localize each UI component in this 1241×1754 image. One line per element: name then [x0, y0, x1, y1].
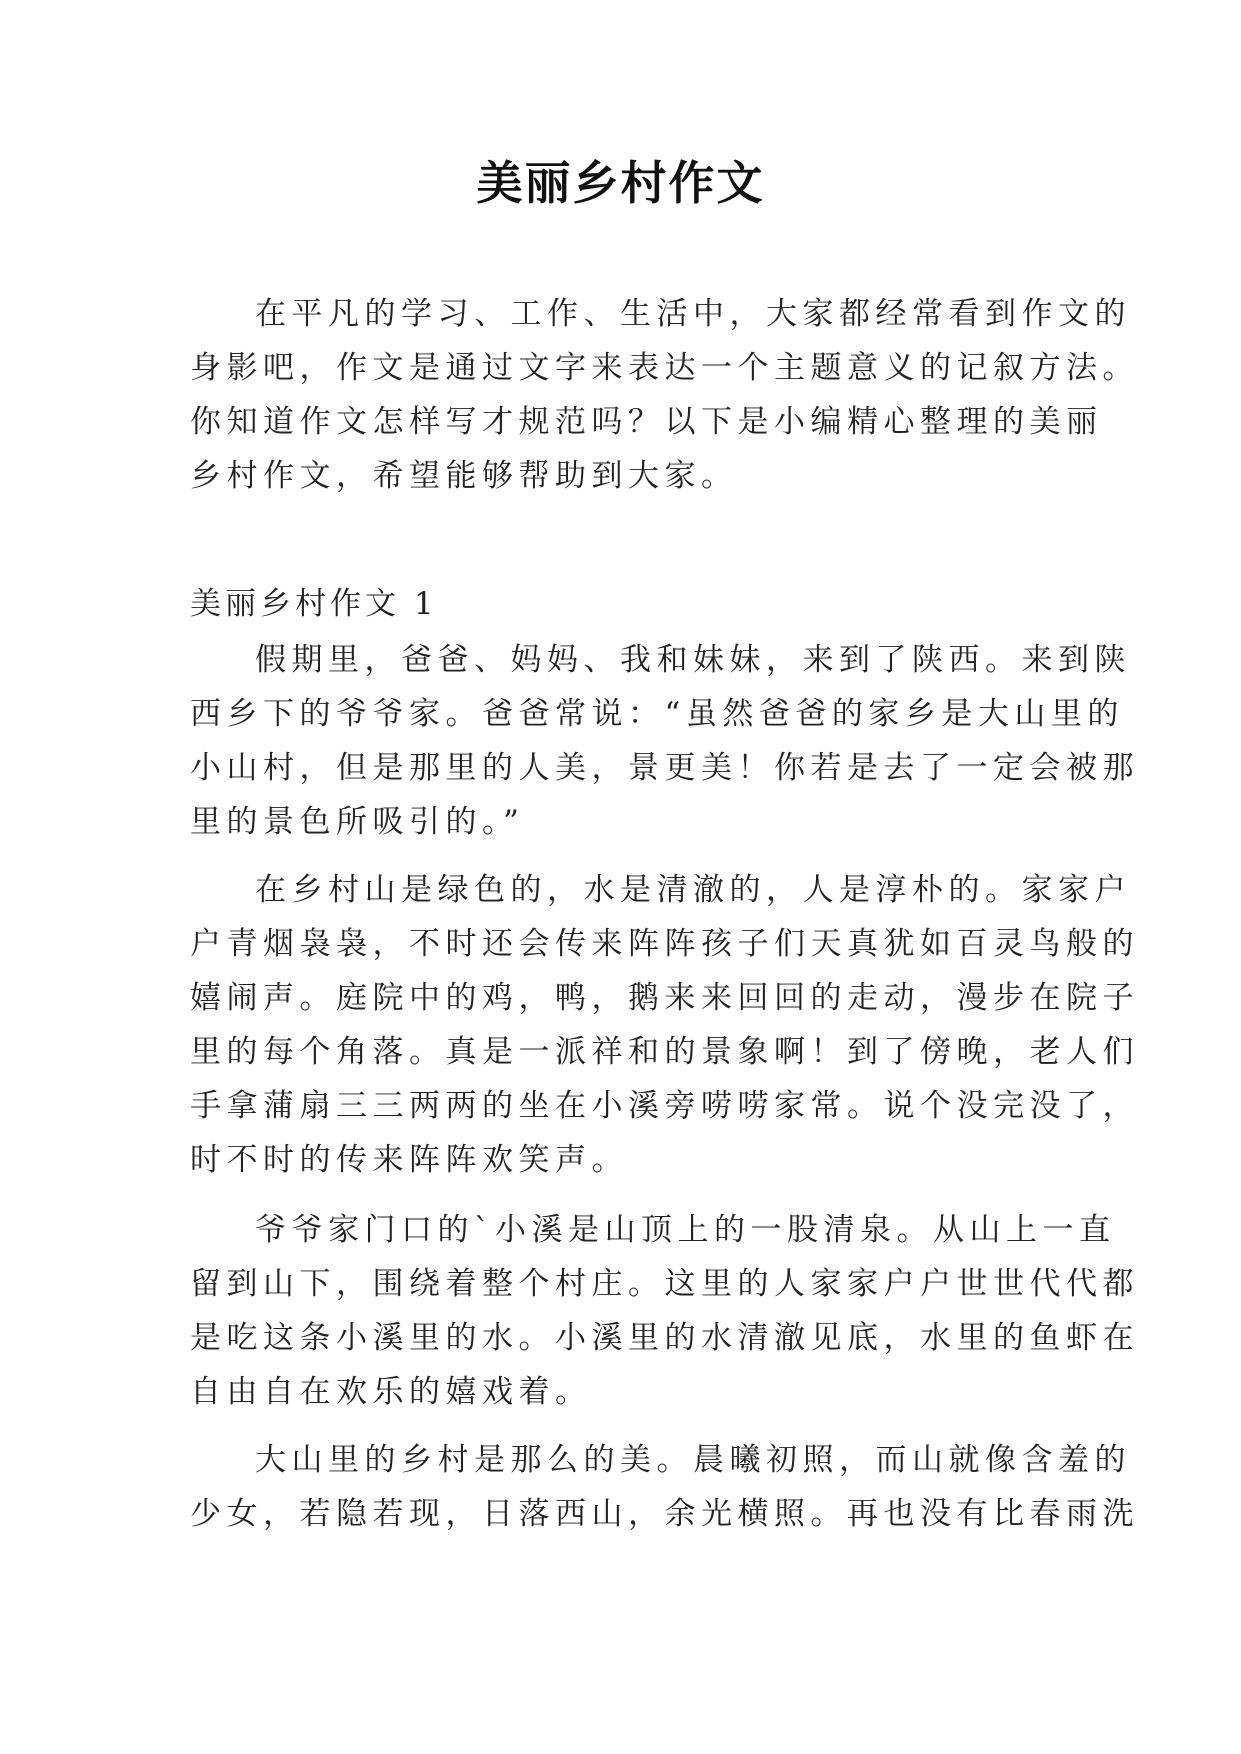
paragraph-line: 在乡村山是绿色的，水是清澈的，人是淳朴的。家家户 [255, 872, 1131, 908]
section-heading: 美丽乡村作文 1 [190, 586, 438, 622]
paragraph-line: 嬉闹声。庭院中的鸡，鸭，鹅来来回回的走动，漫步在院子 [190, 980, 1139, 1016]
paragraph-line: 里的每个角落。真是一派祥和的景象啊！到了傍晚，老人们 [190, 1034, 1139, 1070]
paragraph-line: 大山里的乡村是那么的美。晨曦初照，而山就像含羞的 [255, 1442, 1131, 1478]
paragraph-line: 西乡下的爷爷家。爸爸常说：“虽然爸爸的家乡是大山里的 [190, 696, 1124, 732]
paragraph-line: 手拿蒲扇三三两两的坐在小溪旁唠唠家常。说个没完没了， [190, 1088, 1139, 1124]
intro-line: 在平凡的学习、工作、生活中，大家都经常看到作文的 [255, 296, 1131, 332]
paragraph-line: 小山村，但是那里的人美，景更美！你若是去了一定会被那 [190, 750, 1139, 786]
paragraph-line: 时不时的传来阵阵欢笑声。 [190, 1142, 628, 1178]
paragraph-line: 自由自在欢乐的嬉戏着。 [190, 1374, 592, 1410]
intro-line: 身影吧，作文是通过文字来表达一个主题意义的记叙方法。 [190, 350, 1139, 386]
intro-line: 你知道作文怎样写才规范吗？以下是小编精心整理的美丽 [190, 404, 1103, 440]
paragraph-line: 少女，若隐若现，日落西山，余光横照。再也没有比春雨洗 [190, 1496, 1139, 1532]
paragraph-line: 爷爷家门口的`小溪是山顶上的一股清泉。从山上一直 [255, 1212, 1116, 1248]
intro-line: 乡村作文，希望能够帮助到大家。 [190, 458, 738, 494]
paragraph-line: 里的景色所吸引的。” [190, 804, 525, 840]
paragraph-line: 留到山下，围绕着整个村庄。这里的人家家户户世世代代都 [190, 1266, 1139, 1302]
paragraph-line: 假期里，爸爸、妈妈、我和妹妹，来到了陕西。来到陕 [255, 642, 1131, 678]
document-title: 美丽乡村作文 [476, 156, 765, 210]
paragraph-line: 是吃这条小溪里的水。小溪里的水清澈见底，水里的鱼虾在 [190, 1320, 1139, 1356]
paragraph-line: 户青烟袅袅，不时还会传来阵阵孩子们天真犹如百灵鸟般的 [190, 926, 1139, 962]
